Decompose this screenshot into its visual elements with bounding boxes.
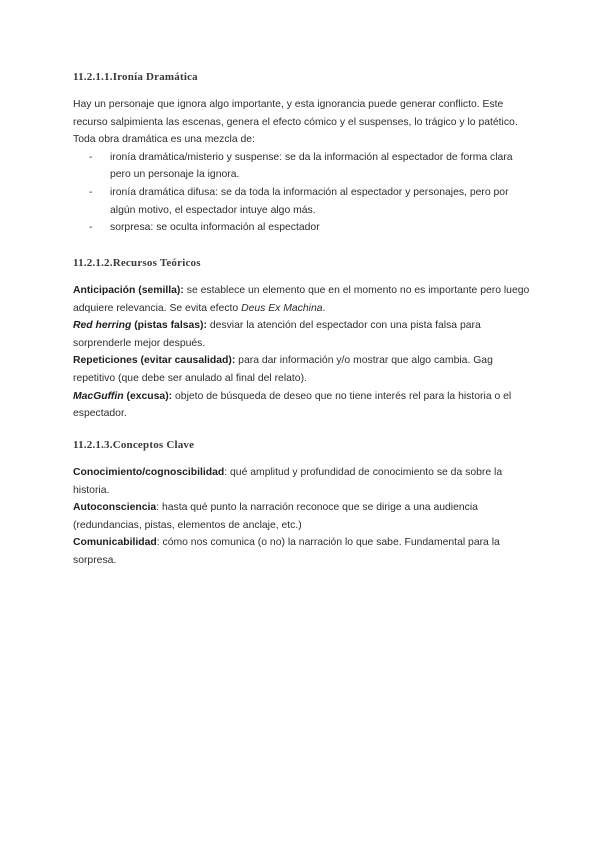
- bullet-dash: -: [89, 151, 93, 163]
- bullet-list: [73, 149, 533, 237]
- entry-text: para dar información y/o mostrar que algo cambia. Gag repetitivo (que debe ser anulado al final del relato).: [73, 355, 493, 384]
- list-item-text: ironía dramática/misterio y suspense: se da la información al espectador de forma clara pero un personaje la ignora.: [110, 151, 513, 181]
- entry-term: (excusa): [123, 390, 169, 402]
- entry-separator: :: [231, 355, 239, 367]
- section-heading: 11.2.1.3.Conceptos Clave: [73, 439, 195, 451]
- section-recursos-teoricos: [73, 256, 533, 423]
- entry-term: Anticipación (semilla): [73, 285, 181, 296]
- entry-separator: :: [168, 390, 176, 402]
- entry-text: hasta qué punto la narración reconoce que se dirige a una audiencia (redundancias, pistas, elementos de anclaje, etc.): [73, 502, 478, 531]
- entry-tail: .: [322, 302, 326, 314]
- entry-separator: :: [156, 537, 163, 549]
- section-ironia-dramatica: [73, 70, 533, 237]
- bullet-dash: -: [89, 222, 93, 234]
- list-item: [73, 219, 533, 237]
- entry-term-italic: Red herring: [73, 320, 132, 332]
- bullet-dash: -: [89, 186, 93, 198]
- list-item-text: sorpresa: se oculta información al espectador: [110, 222, 320, 234]
- entry-term-italic: MacGuffin: [73, 390, 124, 402]
- entry-text: cómo nos comunica (o no) la narración lo que sabe. Fundamental para la sorpresa.: [73, 537, 500, 566]
- definition-entry: [73, 282, 533, 317]
- entry-term: (pistas falsas): [131, 320, 204, 332]
- entry-text: qué amplitud y profundidad de conocimiento se da sobre la historia.: [73, 467, 503, 496]
- definition-entry: [73, 499, 533, 534]
- entry-term: Conocimiento/cognoscibilidad: [73, 467, 225, 478]
- definition-entry: [73, 534, 533, 569]
- entry-separator: :: [156, 502, 162, 514]
- entry-text: desviar la atención del espectador con una pista falsa para sorprenderle mejor después.: [73, 320, 481, 349]
- list-item: [73, 184, 533, 219]
- entry-text: se establece un elemento que en el momento no es importante pero luego adquiere relevancia. Se evita efecto: [73, 285, 530, 314]
- entry-term: Repeticiones (evitar causalidad): [73, 355, 232, 367]
- definition-entry: [73, 352, 533, 387]
- entry-separator: :: [180, 285, 187, 296]
- section-intro-paragraph: Hay un personaje que ignora algo importante, y esta ignorancia puede generar conflicto. Este recurso salpimienta las escenas, genera el efecto cómico y el suspenses, lo trágico y lo patético. Toda obra dramática es una mezcla de:: [73, 99, 518, 146]
- section-heading: 11.2.1.2.Recursos Teóricos: [73, 257, 201, 269]
- definition-entry: [73, 388, 533, 423]
- definition-entry: [73, 317, 533, 352]
- section-conceptos-clave: [73, 438, 533, 570]
- entry-text: objeto de búsqueda de deseo que no tiene interés rel para la historia o el espectador.: [73, 390, 512, 420]
- entry-italic-text: Deus Ex Machina: [241, 302, 323, 314]
- entry-separator: :: [203, 320, 210, 332]
- entry-term: Comunicabilidad: [73, 537, 157, 549]
- section-heading: 11.2.1.1.Ironía Dramática: [73, 71, 198, 83]
- list-item: [73, 149, 533, 184]
- entry-separator: :: [224, 467, 231, 478]
- definition-entry: [73, 464, 533, 499]
- entry-term: Autoconsciencia: [73, 502, 157, 514]
- list-item-text: ironía dramática difusa: se da toda la información al espectador y personajes, pero por algún motivo, el espectador intuye algo más.: [110, 186, 509, 216]
